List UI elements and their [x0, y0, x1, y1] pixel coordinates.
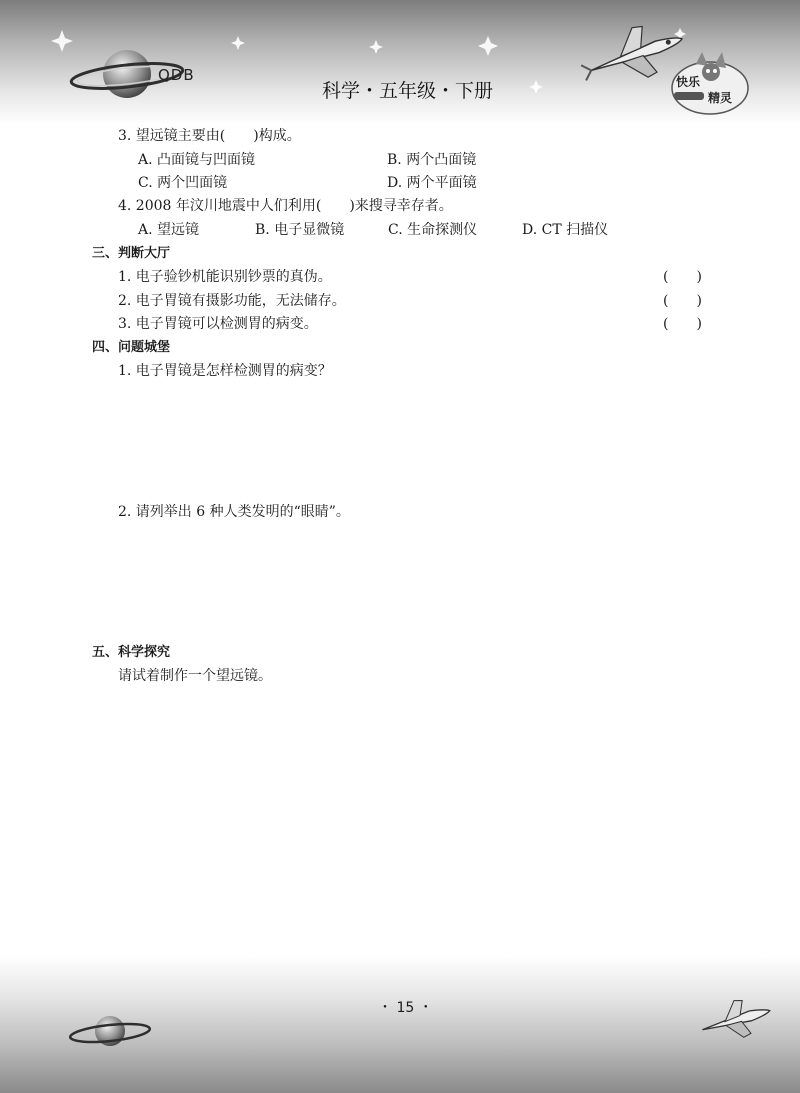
planet-icon [68, 1007, 158, 1057]
judge-blank-2: ( ) [663, 293, 702, 309]
svg-text:精灵: 精灵 [708, 91, 733, 105]
question-3-option-c: C. 两个凹面镜 [138, 175, 228, 191]
question-3-stem: 3. 望远镜主要由( )构成。 [118, 128, 301, 144]
page-footer [0, 955, 800, 1093]
judge-item-1: 1. 电子验钞机能识别钞票的真伪。 [118, 269, 332, 285]
page-header [0, 0, 800, 125]
space-shuttle-icon [695, 995, 775, 1045]
problem-question-1: 1. 电子胃镜是怎样检测胃的病变？ [118, 363, 332, 379]
judge-blank-1: ( ) [663, 269, 702, 285]
question-4-option-a: A. 望远镜 [138, 222, 200, 238]
page-title: 科学・五年级・下册 [322, 80, 494, 102]
question-4-option-b: B. 电子显微镜 [255, 222, 345, 238]
question-3-option-d: D. 两个平面镜 [387, 175, 477, 191]
question-4-option-c: C. 生命探测仪 [388, 222, 478, 238]
problem-question-2: 2. 请列举出 6 种人类发明的“眼睛”。 [118, 504, 350, 520]
explore-task: 请试着制作一个望远镜。 [118, 668, 272, 684]
question-4-option-d: D. CT 扫描仪 [522, 222, 609, 238]
section-4-heading: 四、问题城堡 [92, 340, 171, 355]
question-4-stem: 4. 2008 年汶川地震中人们利用( )来搜寻幸存者。 [118, 198, 453, 214]
section-3-heading: 三、判断大厅 [92, 246, 171, 261]
header-code: QDB [158, 66, 195, 84]
question-3-option-b: B. 两个凸面镜 [387, 152, 477, 168]
page-number: ・ 15 ・ [378, 1000, 433, 1016]
section-5-heading: 五、科学探究 [92, 645, 171, 660]
judge-item-3: 3. 电子胃镜可以检测胃的病变。 [118, 316, 318, 332]
svg-text:快乐: 快乐 [676, 75, 701, 89]
judge-blank-3: ( ) [663, 316, 702, 332]
question-3-option-a: A. 凸面镜与凹面镜 [138, 152, 256, 168]
judge-item-2: 2. 电子胃镜有摄影功能，无法储存。 [118, 293, 346, 309]
happy-sprite-logo [668, 50, 748, 120]
